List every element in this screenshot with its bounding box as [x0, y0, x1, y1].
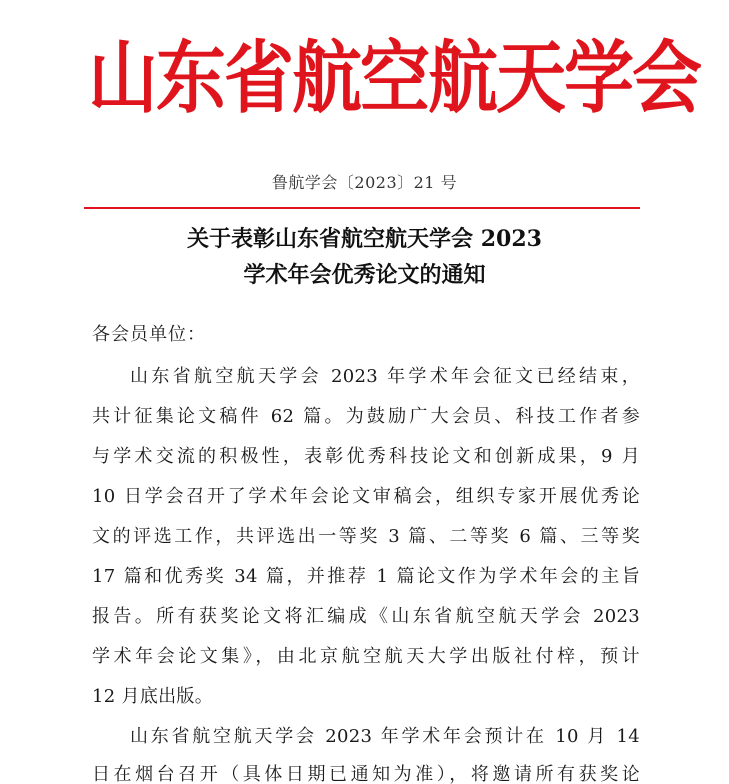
paragraph-2-line-2: 日在烟台召开（具体日期已通知为准），将邀请所有获奖论: [92, 764, 640, 784]
notice-title-line-1: 关于表彰山东省航空航天学会 2023: [187, 226, 542, 252]
paragraph-1-line-7: 报告。所有获奖论文将汇编成《山东省航空航天学会 2023: [92, 606, 640, 627]
paragraph-1-line-1: 山东省航空航天学会 2023 年学术年会征文已经结束，: [130, 366, 640, 387]
notice-title-line-2: 学术年会优秀论文的通知: [243, 262, 486, 288]
salutation: 各会员单位：: [92, 324, 206, 345]
paragraph-1-line-6: 17 篇和优秀奖 34 篇，并推荐 1 篇论文作为学术年会的主旨: [92, 566, 640, 587]
paragraph-1-line-5: 文的评选工作，共评选出一等奖 3 篇、二等奖 6 篇、三等奖: [92, 526, 640, 547]
paragraph-1-line-2: 共计征集论文稿件 62 篇。为鼓励广大会员、科技工作者参: [92, 406, 640, 427]
paragraph-1-line-8: 学术年会论文集》，由北京航空航天大学出版社付梓，预计: [92, 646, 640, 667]
document-number: 鲁航学会〔2023〕21 号: [271, 173, 458, 192]
letterhead-title: 山东省航空航天学会: [88, 30, 700, 124]
paragraph-1-line-4: 10 日学会召开了学术年会论文审稿会，组织专家开展优秀论: [92, 486, 640, 507]
red-divider-line: [84, 207, 640, 209]
paragraph-2-line-1: 山东省航空航天学会 2023 年学术年会预计在 10 月 14: [130, 726, 640, 747]
paragraph-1-line-9: 12 月底出版。: [92, 686, 214, 707]
paragraph-1-line-3: 与学术交流的积极性，表彰优秀科技论文和创新成果，9 月: [92, 446, 640, 467]
